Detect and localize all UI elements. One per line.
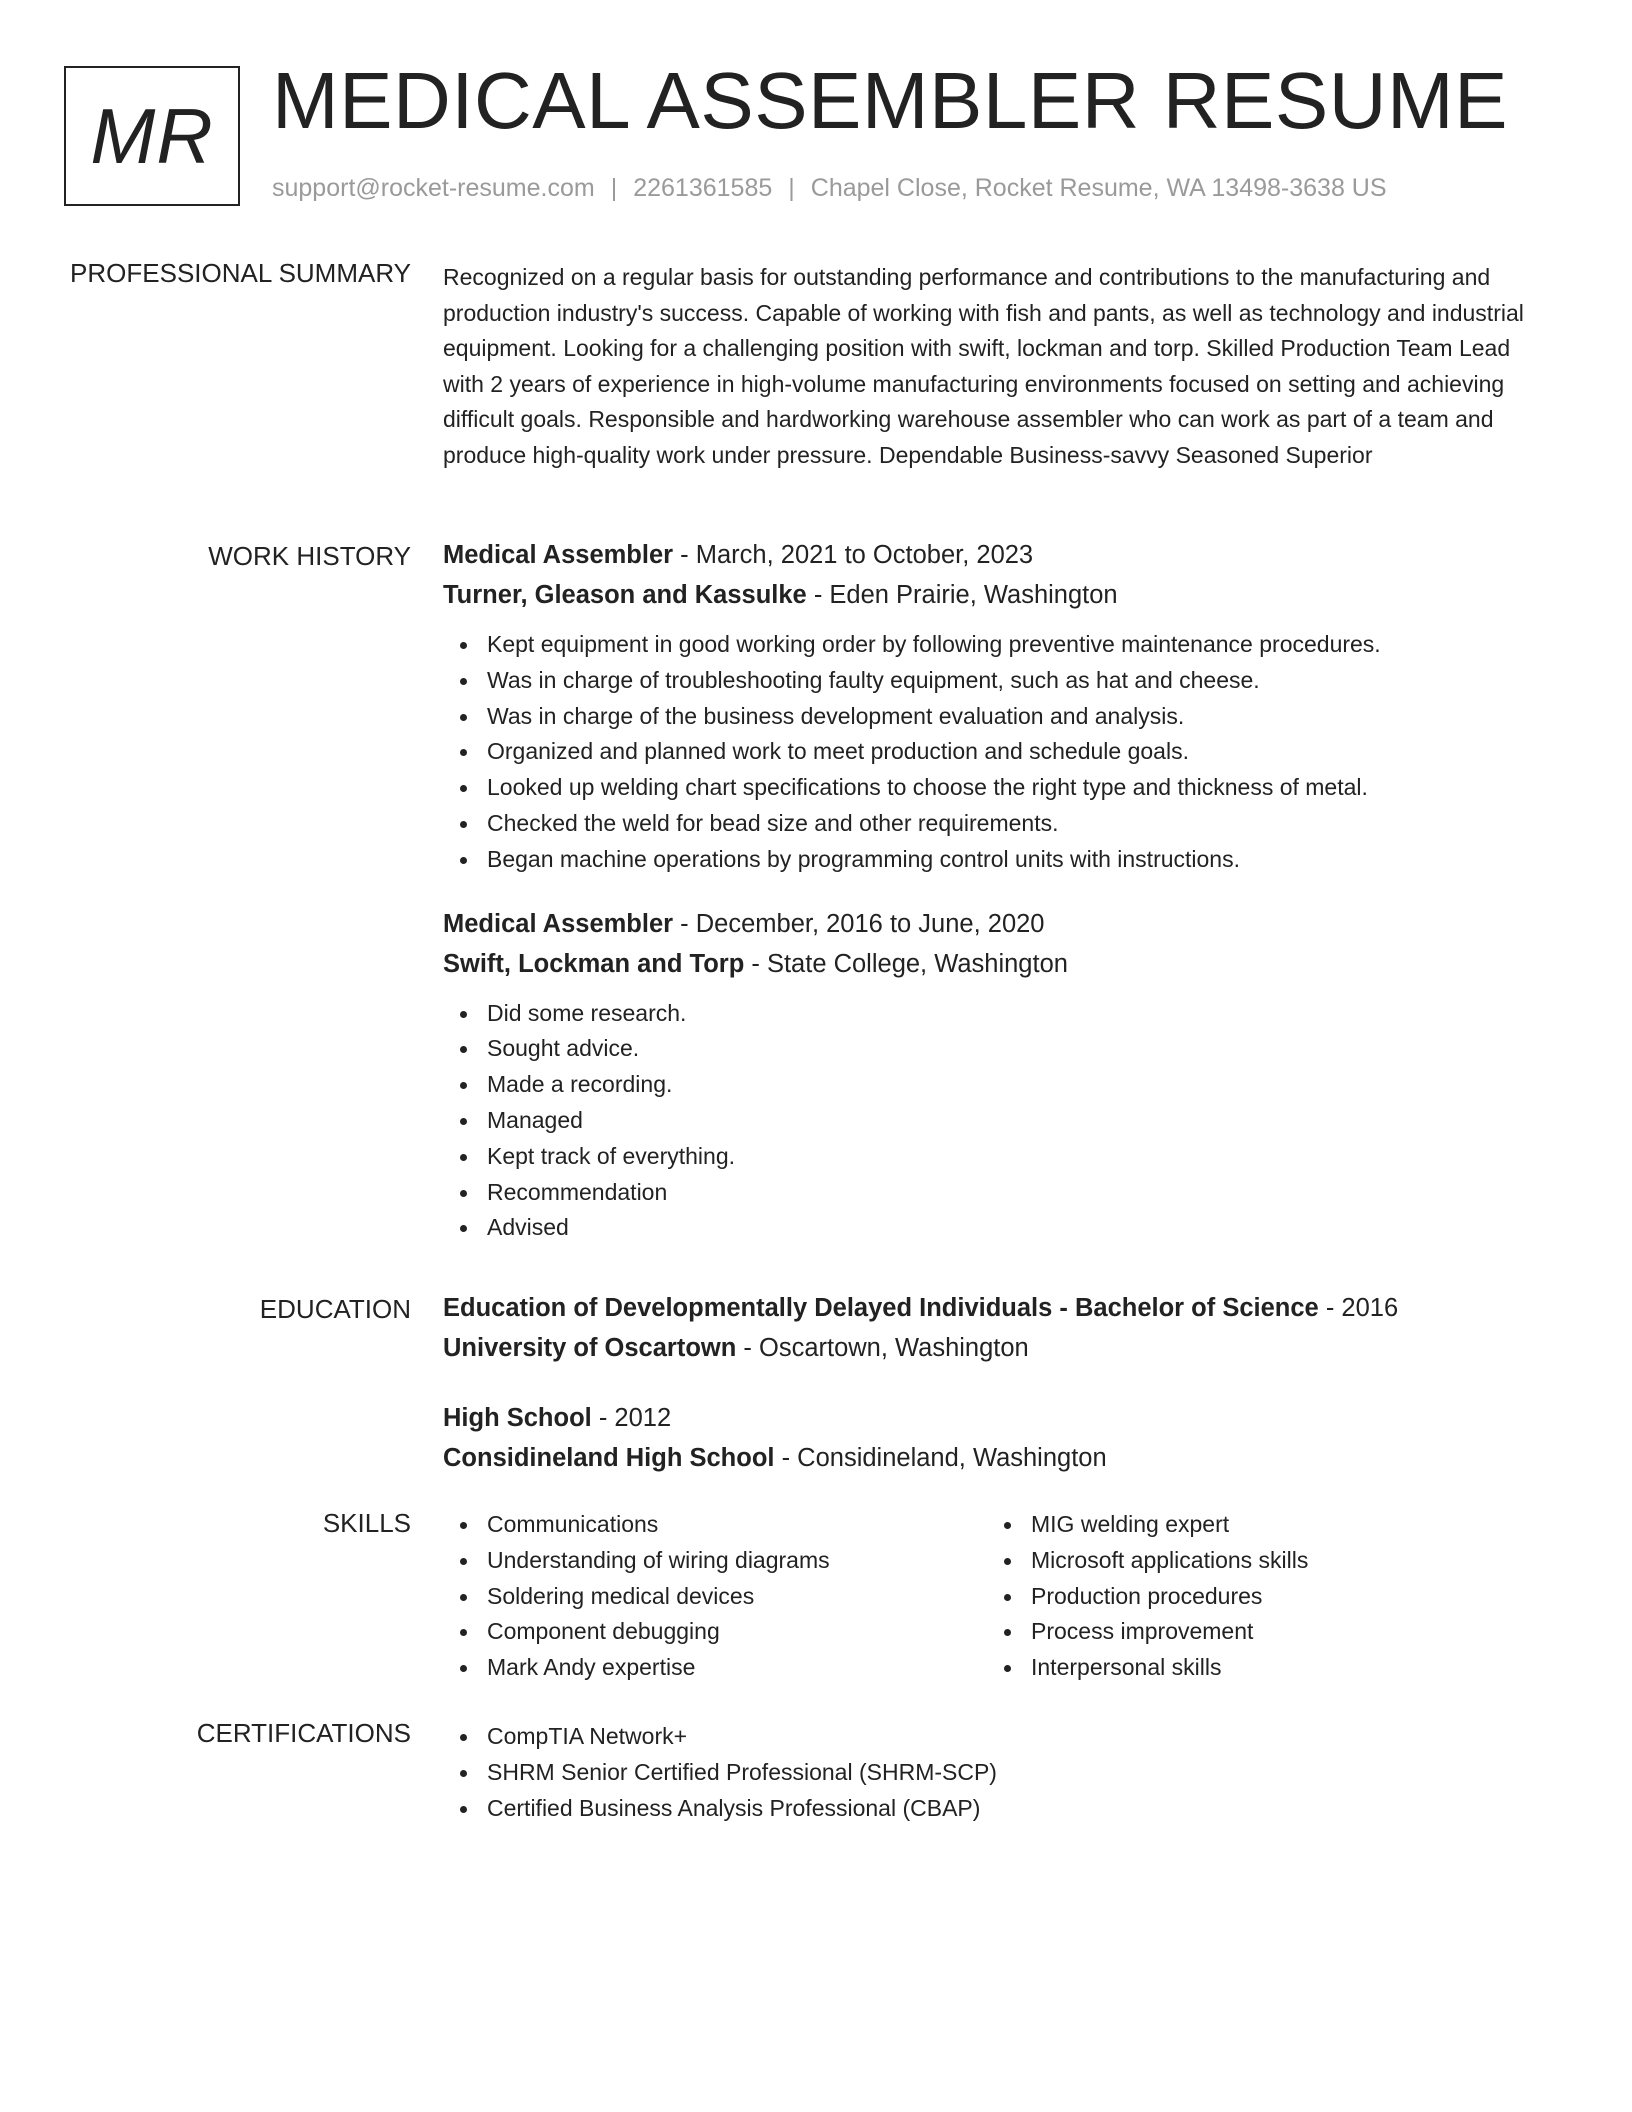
- list-item: Kept track of everything.: [443, 1139, 1553, 1175]
- job-location: - Eden Prairie, Washington: [806, 581, 1118, 609]
- job-duties: [443, 996, 1553, 1247]
- list-item: Checked the weld for bead size and other requirements.: [443, 806, 1553, 842]
- skill-item: Production procedures: [987, 1579, 1308, 1615]
- skill-item: Interpersonal skills: [987, 1650, 1308, 1686]
- job-company: Turner, Gleason and Kassulke: [443, 581, 807, 609]
- skills-list-right: [987, 1507, 1308, 1686]
- graduation-year: - 2016: [1318, 1294, 1399, 1322]
- job-company-line: [443, 944, 1553, 984]
- job-entry: [443, 904, 1553, 1247]
- list-item: Was in charge of troubleshooting faulty equipment, such as hat and cheese.: [443, 663, 1553, 699]
- skill-item: MIG welding expert: [987, 1507, 1308, 1543]
- skill-item: Soldering medical devices: [443, 1579, 830, 1615]
- certification-item: Certified Business Analysis Professional (CBAP): [443, 1791, 1553, 1827]
- job-title: Medical Assembler: [443, 541, 674, 569]
- list-item: Managed: [443, 1103, 1553, 1139]
- job-company: Swift, Lockman and Torp: [443, 949, 745, 978]
- skill-item: Component debugging: [443, 1614, 830, 1650]
- resume-title: MEDICAL ASSEMBLER RESUME: [272, 56, 1509, 145]
- skill-item: Microsoft applications skills: [987, 1543, 1308, 1579]
- school-line: [443, 1328, 1553, 1368]
- job-title: Medical Assembler: [443, 909, 674, 938]
- school-line: [443, 1438, 1553, 1478]
- summary-text: Recognized on a regular basis for outstanding performance and contributions to the manufacturing and production industry's success. Capable of working with fish and pants, as well as technology and industrial equipment. Looking for a challenging position with swift, lockman and torp. Skilled Production Team Lead with 2 years of experience in high-volume manufacturing environments focused on setting and achieving difficult goals. Responsible and hardworking warehouse assembler who can work as part of a team and produce high-quality work under pressure. Dependable Business-savvy Seasoned Superior: [443, 264, 1524, 468]
- job-company-line: [443, 575, 1553, 615]
- section-label: CERTIFICATIONS: [196, 1718, 411, 1748]
- section-label: WORK HISTORY: [208, 541, 411, 571]
- list-item: Recommendation: [443, 1175, 1553, 1211]
- degree-line: [443, 1288, 1553, 1328]
- list-item: Did some research.: [443, 996, 1553, 1032]
- school-location: - Oscartown, Washington: [736, 1334, 1029, 1362]
- job-title-line: [443, 904, 1553, 944]
- section-label: EDUCATION: [259, 1294, 411, 1324]
- job-location: - State College, Washington: [744, 949, 1068, 978]
- job-title-line: [443, 535, 1553, 575]
- monogram-logo: MR: [64, 66, 240, 206]
- list-item: Made a recording.: [443, 1067, 1553, 1103]
- degree: High School: [443, 1404, 592, 1432]
- job-duties: [443, 627, 1553, 878]
- section-label: PROFESSIONAL SUMMARY: [70, 258, 411, 288]
- skill-item: Process improvement: [987, 1614, 1308, 1650]
- degree-line: [443, 1398, 1553, 1438]
- list-item: Organized and planned work to meet production and schedule goals.: [443, 734, 1553, 770]
- degree: Education of Developmentally Delayed Individuals - Bachelor of Science: [443, 1294, 1319, 1322]
- list-item: Advised: [443, 1210, 1553, 1246]
- job-entry: [443, 535, 1553, 878]
- list-item: Was in charge of the business development evaluation and analysis.: [443, 699, 1553, 735]
- contact-phone[interactable]: 2261361585: [633, 174, 773, 202]
- contact-address: Chapel Close, Rocket Resume, WA 13498-3638 US: [810, 174, 1387, 202]
- list-item: Looked up welding chart specifications to choose the right type and thickness of metal.: [443, 770, 1553, 806]
- graduation-year: - 2012: [591, 1404, 672, 1432]
- contact-email[interactable]: support@rocket-resume.com: [272, 174, 595, 202]
- contact-line: [272, 174, 1387, 203]
- certification-item: CompTIA Network+: [443, 1719, 1553, 1755]
- education-entry: [443, 1398, 1553, 1478]
- skill-item: Understanding of wiring diagrams: [443, 1543, 830, 1579]
- skill-item: Communications: [443, 1507, 830, 1543]
- skills-list-left: [443, 1507, 830, 1686]
- school: Considineland High School: [443, 1444, 775, 1472]
- skill-item: Mark Andy expertise: [443, 1650, 830, 1686]
- job-dates: - March, 2021 to October, 2023: [673, 541, 1034, 569]
- school-location: - Considineland, Washington: [774, 1444, 1107, 1472]
- list-item: Began machine operations by programming control units with instructions.: [443, 842, 1553, 878]
- list-item: Sought advice.: [443, 1031, 1553, 1067]
- education-entry: [443, 1288, 1553, 1368]
- list-item: Kept equipment in good working order by following preventive maintenance procedures.: [443, 627, 1553, 663]
- contact-separator: |: [610, 174, 618, 202]
- job-dates: - December, 2016 to June, 2020: [673, 909, 1045, 938]
- certification-item: SHRM Senior Certified Professional (SHRM-SCP): [443, 1755, 1553, 1791]
- school: University of Oscartown: [443, 1334, 737, 1362]
- contact-separator: |: [788, 174, 795, 202]
- section-label: SKILLS: [322, 1508, 411, 1538]
- certifications-list: [443, 1719, 1553, 1826]
